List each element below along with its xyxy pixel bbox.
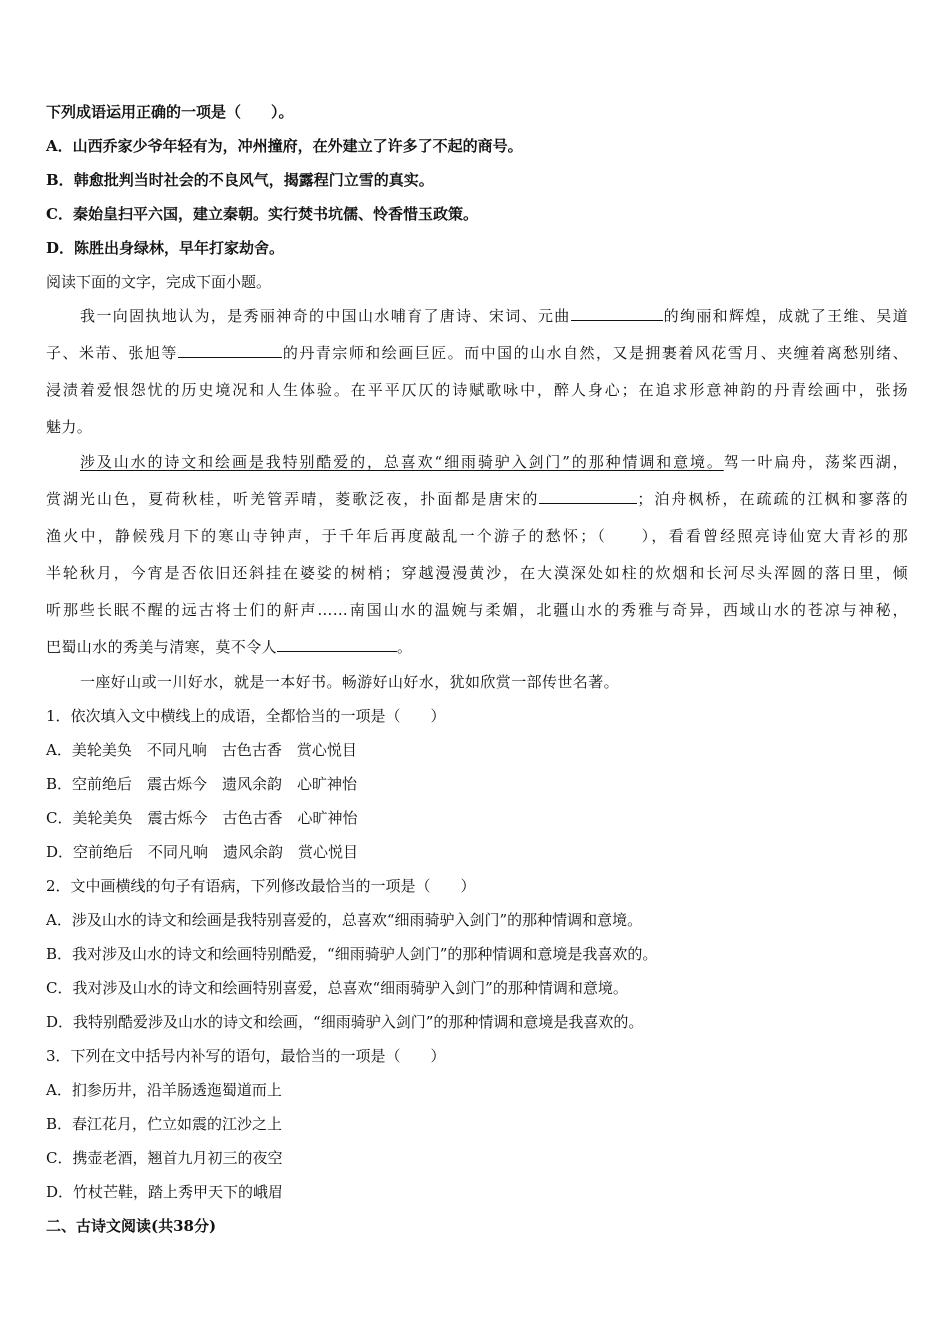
option-letter: D． bbox=[46, 1013, 74, 1031]
option-text: 空前绝后 震古烁今 遗风余韵 心旷神怡 bbox=[72, 775, 358, 793]
passage-p2-line-5: 听那些长眠不醒的远古将士们的鼾声……南国山水的温婉与柔媚，北疆山水的秀雅与奇异，西域山水的苍凉与神秘， bbox=[46, 601, 908, 619]
option-text: 我对涉及山水的诗文和绘画特别喜爱，总喜欢“细雨骑驴入剑门”的那种情调和意境。 bbox=[72, 979, 628, 997]
option-letter: B． bbox=[46, 775, 73, 793]
question-3-option-c bbox=[46, 1148, 908, 1168]
fill-blank-1 bbox=[571, 306, 663, 321]
passage-p1-line-4: 魅力。 bbox=[46, 418, 93, 436]
idiom-option-c bbox=[46, 204, 908, 224]
passage-p1-line-3: 浸渍着爱恨怨忧的历史境况和人生体验。在平平仄仄的诗赋歌咏中，醉人身心；在追求形意神韵的丹青绘画中，张扬 bbox=[46, 381, 908, 399]
passage-text: 我一向固执地认为，是秀丽神奇的中国山水哺育了唐诗、宋词、元曲 bbox=[80, 307, 571, 325]
question-3-option-a bbox=[46, 1080, 908, 1100]
option-text: 我特别酷爱涉及山水的诗文和绘画，“细雨骑驴入剑门”的那种情调和意境是我喜欢的。 bbox=[73, 1013, 644, 1031]
option-letter: B． bbox=[46, 945, 73, 963]
option-text: 扪参历井，沿羊肠透迤蜀道而上 bbox=[71, 1081, 282, 1099]
option-text: 美轮美奂 震古烁今 古色古香 心旷神怡 bbox=[72, 809, 358, 827]
option-text: 竹杖芒鞋，踏上秀甲天下的峨眉 bbox=[73, 1183, 284, 1201]
question-2-option-b bbox=[46, 944, 908, 964]
question-2-option-d bbox=[46, 1012, 908, 1032]
option-letter: C． bbox=[46, 809, 73, 827]
passage-text: 的绚丽和辉煌，成就了王维、吴道 bbox=[662, 307, 908, 325]
passage-p1-line-1 bbox=[80, 306, 908, 326]
passage-p2-line-3: 渔火中，静候残月下的寒山寺钟声，于千年后再度敲乱一个游子的愁怀；（ ），看看曾经照亮诗仙宽大青衫的那 bbox=[46, 527, 908, 545]
passage-text: 。 bbox=[397, 638, 413, 656]
option-letter: C． bbox=[46, 979, 73, 997]
option-letter: A． bbox=[46, 137, 73, 155]
passage-text: 的丹青宗师和绘画巨匠。而中国的山水自然，又是拥裹着风花雪月、夹缠着离愁别绪、 bbox=[281, 344, 908, 362]
passage-text: 巴蜀山水的秀美与清寒，莫不令人 bbox=[46, 638, 278, 656]
option-letter: D． bbox=[46, 239, 75, 257]
idiom-question-stem: 下列成语运用正确的一项是（ ）。 bbox=[46, 103, 294, 121]
idiom-option-a bbox=[46, 136, 908, 156]
option-letter: A． bbox=[46, 741, 72, 759]
passage-p2-line-2 bbox=[46, 489, 908, 509]
fill-blank-3 bbox=[539, 489, 637, 504]
question-1-option-d bbox=[46, 842, 908, 862]
reading-intro: 阅读下面的文字，完成下面小题。 bbox=[46, 273, 272, 291]
option-text: 秦始皇扫平六国，建立秦朝。实行焚书坑儒、怜香惜玉政策。 bbox=[72, 205, 478, 223]
question-3-option-b bbox=[46, 1114, 908, 1134]
option-letter: D． bbox=[46, 843, 74, 861]
fill-blank-2 bbox=[178, 343, 282, 358]
question-2-stem: 2．文中画横线的句子有语病，下列修改最恰当的一项是（ ） bbox=[46, 877, 476, 895]
question-1-stem: 1．依次填入文中横线上的成语，全都恰当的一项是（ ） bbox=[46, 707, 446, 725]
option-text: 春江花月，伫立如震的江沙之上 bbox=[72, 1115, 283, 1133]
passage-p2-line-1 bbox=[80, 452, 908, 472]
option-text: 携壶老酒，翘首九月初三的夜空 bbox=[72, 1149, 283, 1167]
fill-blank-4 bbox=[277, 637, 397, 652]
option-text: 山西乔家少爷年轻有为，冲州撞府，在外建立了许多了不起的商号。 bbox=[72, 137, 523, 155]
option-letter: D． bbox=[46, 1183, 74, 1201]
option-letter: A． bbox=[46, 1081, 72, 1099]
passage-text: 子、米芾、张旭等 bbox=[46, 344, 178, 362]
option-letter: B． bbox=[46, 171, 74, 189]
option-text: 韩愈批判当时社会的不良风气，揭露程门立雪的真实。 bbox=[73, 171, 434, 189]
underlined-sentence: 涉及山水的诗文和绘画是我特别酷爱的，总喜欢“细雨骑驴入剑门”的那种情调和意境。 bbox=[80, 453, 724, 471]
option-text: 空前绝后 不同凡响 遗风余韵 赏心悦目 bbox=[73, 843, 359, 861]
option-text: 陈胜出身绿林，早年打家劫舍。 bbox=[74, 239, 285, 257]
question-3-option-d bbox=[46, 1182, 908, 1202]
idiom-option-b bbox=[46, 170, 908, 190]
question-2-option-a bbox=[46, 910, 908, 930]
option-text: 涉及山水的诗文和绘画是我特别喜爱的，总喜欢“细雨骑驴入剑门”的那种情调和意境。 bbox=[71, 911, 643, 929]
option-text: 我对涉及山水的诗文和绘画特别酷爱，“细雨骑驴人剑门”的那种情调和意境是我喜欢的。 bbox=[72, 945, 658, 963]
section-heading: 二、古诗文阅读(共38分) bbox=[46, 1217, 217, 1235]
option-letter: C． bbox=[46, 1149, 73, 1167]
question-1-option-a bbox=[46, 740, 908, 760]
passage-p1-line-2 bbox=[46, 343, 908, 363]
option-letter: C． bbox=[46, 205, 73, 223]
idiom-option-d bbox=[46, 238, 908, 258]
option-text: 美轮美奂 不同凡响 古色古香 赏心悦目 bbox=[71, 741, 357, 759]
option-letter: A． bbox=[46, 911, 72, 929]
question-3-stem: 3．下列在文中括号内补写的语句，最恰当的一项是（ ） bbox=[46, 1047, 446, 1065]
option-letter: B． bbox=[46, 1115, 73, 1133]
passage-text: 赏湖光山色，夏荷秋桂，听羌管弄晴，菱歌泛夜，扑面都是唐宋的 bbox=[46, 490, 540, 508]
question-1-option-c bbox=[46, 808, 908, 828]
question-1-option-b bbox=[46, 774, 908, 794]
question-2-option-c bbox=[46, 978, 908, 998]
passage-text: 驾一叶扁舟，荡桨西湖， bbox=[723, 453, 908, 471]
passage-text: ；泊舟枫桥，在疏疏的江枫和寥落的 bbox=[637, 490, 908, 508]
passage-p2-line-4: 半轮秋月，今宵是否依旧还斜挂在婆娑的树梢；穿越漫漫黄沙，在大漠深处如柱的炊烟和长河尽头浑圆的落日里，倾 bbox=[46, 564, 908, 582]
passage-p2-line-6 bbox=[46, 637, 908, 657]
passage-p3: 一座好山或一川好水，就是一本好书。畅游好山好水，犹如欣赏一部传世名著。 bbox=[80, 673, 620, 691]
